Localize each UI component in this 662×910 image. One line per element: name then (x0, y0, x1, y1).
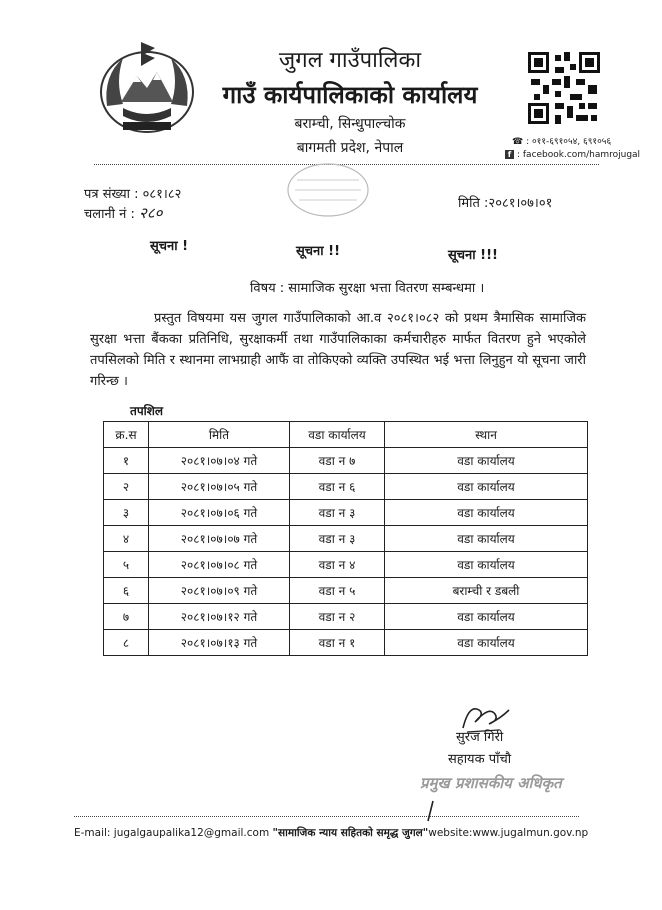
subject-line: विषय : सामाजिक सुरक्षा भत्ता वितरण सम्बन्धमा । (250, 281, 485, 296)
table-row (104, 578, 588, 604)
cell-ward: वडा न ३ (290, 526, 385, 552)
cell-place: वडा कार्यालय (385, 500, 588, 526)
cell-place: वडा कार्यालय (385, 630, 588, 656)
footer-website: website:www.jugalmun.gov.np (428, 827, 589, 839)
footer-motto: "सामाजिक न्याय सहितको समृद्ध जुगल" (272, 827, 429, 839)
cell-ward: वडा न ७ (290, 448, 385, 474)
cell-date: २०८१।०७।१३ गते (149, 630, 290, 656)
cell-date: २०८१।०७।०५ गते (149, 474, 290, 500)
cell-date: २०८१।०७।०४ गते (149, 448, 290, 474)
cell-date: २०८१।०७।०८ गते (149, 552, 290, 578)
facebook-handle: : facebook.com/hamrojugal (517, 150, 641, 160)
address-line-1: बराम्ची, सिन्धुपाल्चोक (294, 116, 406, 132)
table-row (104, 630, 588, 656)
contact-phone: ☎ : ०११-६९१०५४, ६९१०५६ (512, 137, 612, 147)
notice-heading-2: सूचना !! (296, 244, 341, 259)
cell-place: वडा कार्यालय (385, 552, 588, 578)
cell-date: २०८१।०७।०७ गते (149, 526, 290, 552)
header-place: स्थान (385, 422, 588, 448)
cell-serial: ७ (104, 604, 149, 630)
issue-date: मिति :२०८१।०७।०१ (458, 196, 553, 211)
table-row (104, 448, 588, 474)
cell-serial: ६ (104, 578, 149, 604)
dispatch-label: चलानी नं : (84, 207, 135, 222)
dispatch-number (84, 203, 162, 223)
cell-place: वडा कार्यालय (385, 526, 588, 552)
reference-number: पत्र संख्या : ०८१।८२ (84, 187, 182, 202)
cell-place: वडा कार्यालय (385, 604, 588, 630)
cell-serial: ३ (104, 500, 149, 526)
cell-place: बराम्ची र डबली (385, 578, 588, 604)
footer-email: E-mail: jugalgaupalika12@gmail.com (74, 827, 270, 839)
schedule-table (103, 421, 588, 656)
pen-mark-icon (424, 800, 436, 822)
cell-place: वडा कार्यालय (385, 448, 588, 474)
cell-date: २०८१।०७।०६ गते (149, 500, 290, 526)
office-stamp-icon (283, 160, 373, 220)
table-row (104, 552, 588, 578)
notice-body: प्रस्तुत विषयमा यस जुगल गाउँपालिकाको आ.व २०८१।०८२ को प्रथम त्रैमासिक सामाजिक सुरक्षा भत्ता बैंकका प्रतिनिधि, सुरक्षाकर्मी तथा गाउँपालिकाका कर्मचारीहरु मार्फत वितरण हुने भएकोले तपसिलको मिति र स्थानमा लाभग्राही आफैं वा तोकिएको व्यक्ति उपस्थित भई भत्ता लिनुहुन यो सूचना जारी गरिन्छ । (90, 311, 586, 389)
table-row (104, 474, 588, 500)
nepal-emblem-icon (93, 36, 201, 140)
footer (74, 826, 594, 840)
facebook-icon: f (505, 150, 514, 159)
cell-date: २०८१।०७।०९ गते (149, 578, 290, 604)
signatory-title: सहायक पाँचौ (448, 752, 512, 767)
cell-date: २०८१।०७।१२ गते (149, 604, 290, 630)
header-serial: क्र.स (104, 422, 149, 448)
cell-ward: वडा न ३ (290, 500, 385, 526)
office-name: गाउँ कार्यपालिकाको कार्यालय (222, 80, 478, 109)
table-row (104, 526, 588, 552)
header-date: मिति (149, 422, 290, 448)
cell-serial: ४ (104, 526, 149, 552)
cell-serial: १ (104, 448, 149, 474)
dispatch-value: २८० (139, 204, 163, 222)
cell-ward: वडा न ५ (290, 578, 385, 604)
contact-facebook (505, 150, 640, 160)
cell-place: वडा कार्यालय (385, 474, 588, 500)
qr-code-icon (528, 52, 600, 124)
cell-ward: वडा न ४ (290, 552, 385, 578)
header-ward: वडा कार्यालय (290, 422, 385, 448)
notice-heading-1: सूचना ! (150, 239, 189, 254)
designation-stamp: प्रमुख प्रशासकीय अधिकृत (420, 774, 562, 792)
cell-serial: ५ (104, 552, 149, 578)
table-header-row (104, 422, 588, 448)
cell-serial: २ (104, 474, 149, 500)
municipality-name: जुगल गाउँपालिका (278, 48, 422, 73)
footer-divider (74, 816, 579, 817)
schedule-label: तपशिल (130, 404, 164, 418)
address-line-2: बागमती प्रदेश, नेपाल (296, 140, 404, 156)
cell-ward: वडा न २ (290, 604, 385, 630)
signatory-name: सुरज गिरी (456, 730, 504, 745)
cell-ward: वडा न ६ (290, 474, 385, 500)
cell-ward: वडा न १ (290, 630, 385, 656)
table-row (104, 500, 588, 526)
notice-heading-3: सूचना !!! (448, 248, 498, 263)
table-row (104, 604, 588, 630)
cell-serial: ८ (104, 630, 149, 656)
